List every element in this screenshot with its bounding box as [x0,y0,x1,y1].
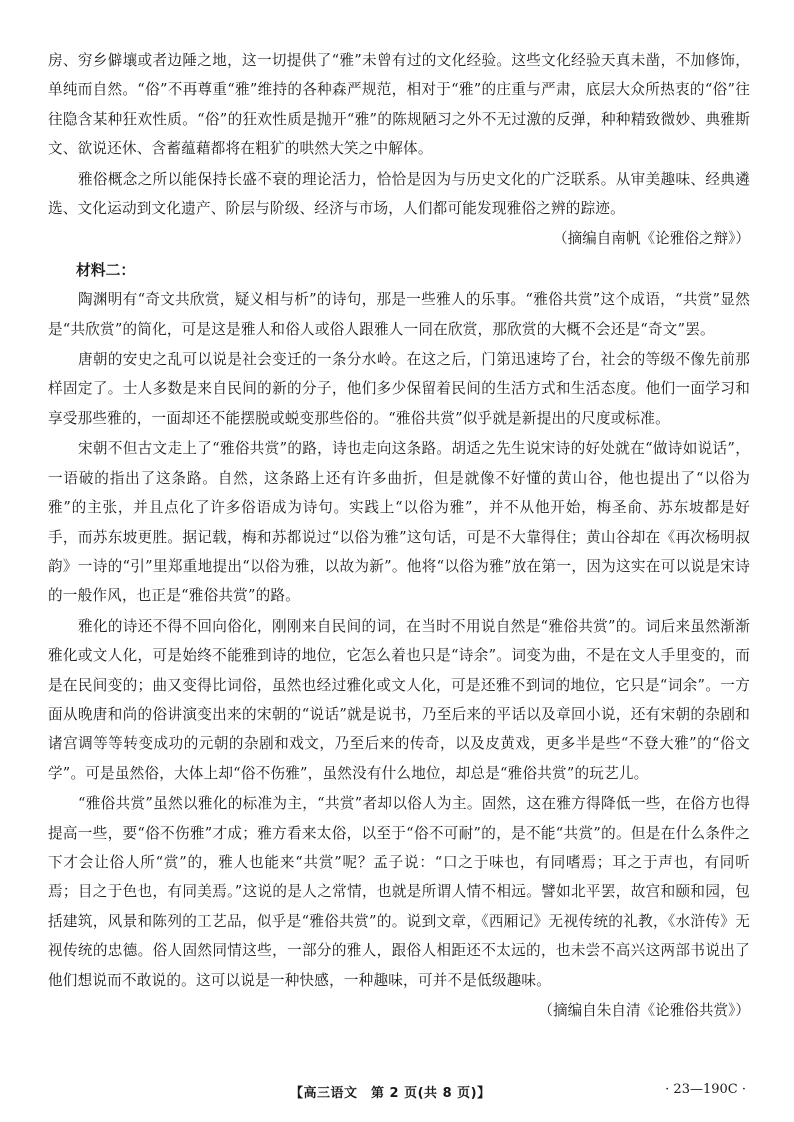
paragraph-2: 雅俗概念之所以能保持长盛不衰的理论活力，恰恰是因为与历史文化的广泛联系。从审美趣味、经典遴选、文化运动到文化遗产、阶层与阶级、经济与市场，人们都可能发现雅俗之辨的踪迹。 [48,170,750,218]
material-two-heading: 材料二： [76,261,136,279]
source-citation-1: （摘编自南帆《论雅俗之辩》） [552,230,750,248]
paragraph-6: 雅化的诗还不得不回向俗化，刚刚来自民间的词，在当时不用说自然是“雅俗共赏”的。词后来虽然渐渐雅化或文人化，可是始终不能雅到诗的地位，它怎么着也只是“诗余”。词变为曲，不是在文人手里变的，而是在民间变的；曲又变得比词俗，虽然也经过雅化或文人化，可是还雅不到词的地位，它只是“词余”。一方面从晚唐和尚的俗讲演变出来的宋朝的“说话”就是说书，乃至后来的平话以及章回小说，还有宋朝的杂剧和诸宫调等等转变成功的元朝的杂剧和戏文，乃至后来的传奇，以及皮黄戏，更多半是些“不登大雅”的“俗文学”。可是虽然俗，大体上却“俗不伤雅”，虽然没有什么地位，却总是“雅俗共赏”的玩艺儿。 [48,617,750,782]
paragraph-7: “雅俗共赏”虽然以雅化的标准为主，“共赏”者却以俗人为主。固然，这在雅方得降低一些，在俗方也得提高一些，要“俗不伤雅”才成；雅方看来太俗，以至于“俗不可耐”的，是不能“共赏”的。但是在什么条件之下才会让俗人所“赏”的，雅人也能来“共赏”呢？孟子说：“口之于味也，有同嗜焉；耳之于声也，有同听焉；目之于色也，有同美焉。”这说的是人之常情，也就是所谓人情不相远。譬如北平罢，故宫和颐和园，包括建筑，风景和陈列的工艺品，似乎是“雅俗共赏”的。说到文章，《西厢记》无视传统的礼教，《水浒传》无视传统的忠德。俗人固然同情这些，一部分的雅人，跟俗人相距还不太远的，也未尝不高兴这两部书说出了他们想说而不敢说的。这可以说是一种快感，一种趣味，可并不是低级趣味。 [48,795,750,989]
article-body [48,46,750,1025]
page-footer [0,1078,794,1102]
exam-code: · 23—190C · [665,1082,746,1097]
page-number-label: 【高三语文 第 2 页(共 8 页)】 [290,1086,491,1101]
paragraph-4: 唐朝的安史之乱可以说是社会变迁的一条分水岭。在这之后，门第迅速垮了台，社会的等级不像先前那样固定了。士人多数是来自民间的新的分子，他们多少保留着民间的生活方式和生活态度。他们一面学习和享受那些雅的，一面却还不能摆脱或蜕变那些俗的。“雅俗共赏”似乎就是新提出的尺度或标准。 [48,351,750,427]
paragraph-5: 宋朝不但古文走上了“雅俗共赏”的路，诗也走向这条路。胡适之先生说宋诗的好处就在“做诗如说话”，一语破的指出了这条路。自然，这条路上还有许多曲折，但是就像不好懂的黄山谷，他也提出了“以俗为雅”的主张，并且点化了许多俗语成为诗句。实践上“以俗为雅”，并不从他开始，梅圣俞、苏东坡都是好手，而苏东坡更胜。据记载，梅和苏都说过“以俗为雅”这句话，可是不大靠得住；黄山谷却在《再次杨明叔韵》一诗的“引”里郑重地提出“以俗为雅，以故为新”。他将“以俗为雅”放在第一，因为这实在可以说是宋诗的一般作风，也正是“雅俗共赏”的路。 [48,440,750,605]
paragraph-3: 陶渊明有“奇文共欣赏，疑义相与析”的诗句，那是一些雅人的乐事。“雅俗共赏”这个成语，“共赏”显然是“共欣赏”的简化，可是这是雅人和俗人或俗人跟雅人一同在欣赏，那欣赏的大概不会还是“奇文”罢。 [48,291,750,338]
source-citation-2: （摘编自朱自清《论雅俗共赏》） [538,1002,750,1019]
paragraph-1: 房、穷乡僻壤或者边陲之地，这一切提供了“雅”未曾有过的文化经验。这些文化经验天真未凿，不加修饰，单纯而自然。“俗”不再尊重“雅”维持的各种森严规范，相对于“雅”的庄重与严肃，底层大众所热衷的“俗”往往隐含某种狂欢性质。“俗”的狂欢性质是抛开“雅”的陈规陋习之外不无过激的反弹，种种精致微妙、典雅斯文、欲说还休、含蓄蕴藉都将在粗犷的哄然大笑之中解体。 [48,52,750,158]
